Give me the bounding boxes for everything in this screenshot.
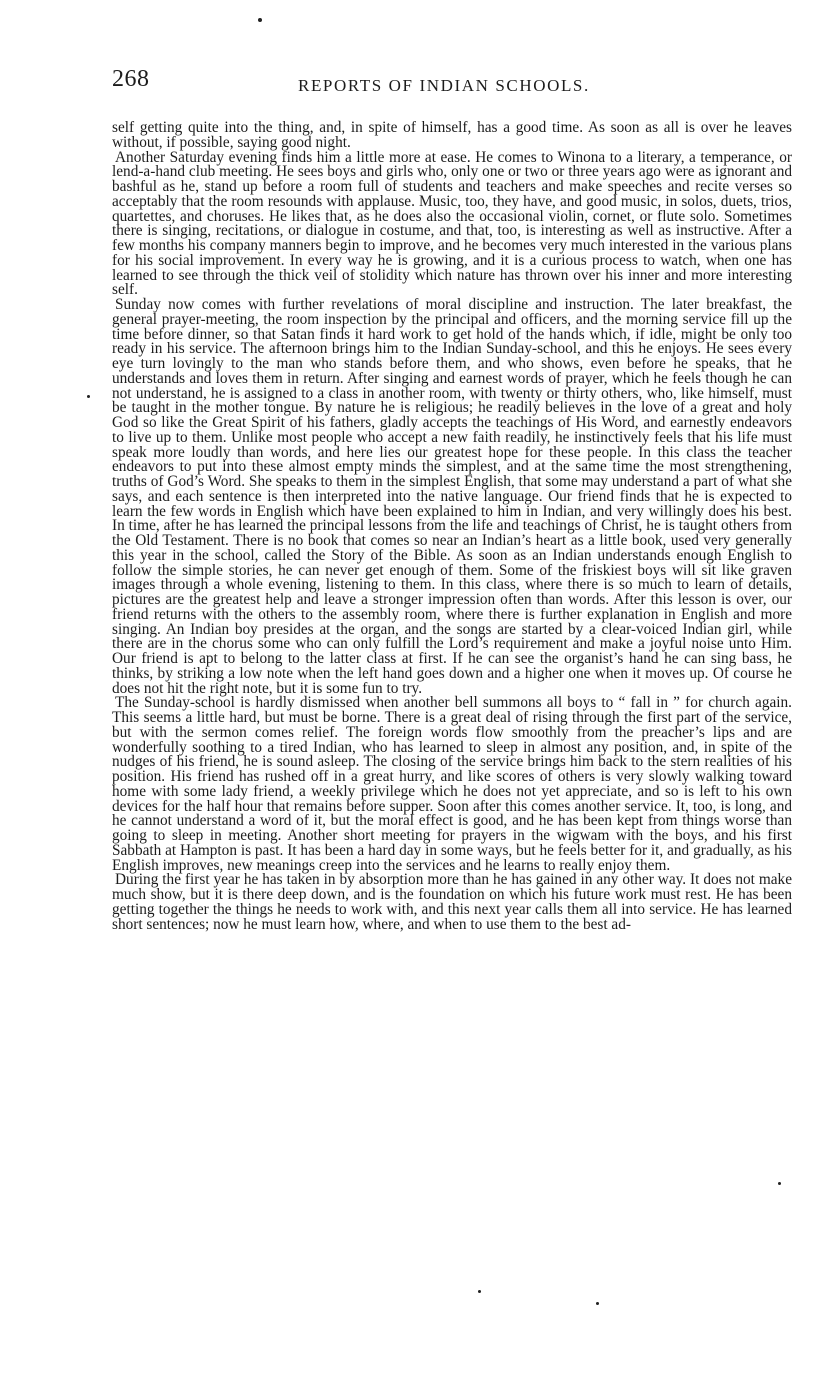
page-header (112, 66, 792, 100)
paragraph: Another Saturday evening finds him a little more at ease. He comes to Winona to a literary, a temperance, or lend-a-hand club meeting. He sees boys and girls who, only one or two or three years ago were as ignorant and bashful as he, stand up before a room full of students and teachers and make speeches and recite verses so acceptably that the room resounds with applause. Music, too, they have, and good music, in solos, duets, trios, quartettes, and choruses. He likes that, as he does also the occasional violin, cornet, or flute solo. Sometimes there is singing, recitations, or dialogue in costume, and that, too, is interesting as well as instructive. After a few months his company manners begin to improve, and he becomes very much interested in the various plans for his social improvement. In every way he is growing, and it is a curious process to watch, when one has learned to see through the thick veil of stolidity which nature has thrown over his inner and more interesting self. (112, 148, 792, 299)
running-head: REPORTS OF INDIAN SCHOOLS. (298, 76, 590, 95)
print-speck (258, 18, 262, 22)
print-speck (778, 1182, 781, 1185)
print-speck (87, 395, 90, 398)
print-speck (596, 1302, 599, 1305)
body-text (112, 121, 792, 932)
paragraph: self getting quite into the thing, and, in spite of himself, has a good time. As soon as all is over he leaves without, if possible, saying good night. (112, 119, 792, 151)
print-speck (478, 1290, 481, 1293)
paragraph: Sunday now comes with further revelations of moral discipline and instruction. The later breakfast, the general prayer-meeting, the room inspection by the principal and officers, and the morning service fill up the time before dinner, so that Satan finds it hard work to get hold of the hands which, if idle, might be only too ready in his service. The afternoon brings him to the Indian Sunday-school, and this he enjoys. He sees every eye turn lovingly to the man who stands before them, and who shows, even before he speaks, that he understands and loves them in return. After singing and earnest words of prayer, which he feels though he can not understand, he is assigned to a class in another room, with twenty or thirty others, who, like himself, must be taught in the mother tongue. By nature he is religious; he readily believes in the love of a great and holy God so like the Great Spirit of his fathers, gladly accepts the teachings of His Word, and earnestly endeavors to live up to them. Unlike most people who accept a new faith readily, he instinctively feels that his life must speak more loudly than words, and here lies our greatest hope for these people. In this class the teacher endeavors to put into these almost empty minds the simplest, and at the same time the most strengthening, truths of God’s Word. She speaks to them in the simplest English, that some may understand a part of what she says, and each sentence is then interpreted into the native language. Our friend finds that he is expected to learn the few words in English which have been explained to him in Indian, and very willingly does his best. In time, after he has learned the principal lessons from the life and teachings of Christ, he is taught others from the Old Testament. There is no book that comes so near an Indian’s heart as a little book, used very generally this year in the school, called the Story of the Bible. As soon as an Indian understands enough English to follow the simple stories, he can never get enough of them. Some of the friskiest boys will sit like graven images through a whole evening, listening to them. In this class, where there is so much to learn of details, pictures are the greatest help and leave a stronger impression often than words. After this lesson is over, our friend returns with the others to the assembly room, where there is further explanation in English and more singing. An Indian boy presides at the organ, and the songs are started by a clear-voiced Indian girl, while there are in the chorus some who can only fulfill the Lord’s requirement and make a joyful noise unto Him. Our friend is apt to belong to the latter class at first. If he can see the organist’s hand he can sing bass, he thinks, by striking a low note when the left hand goes down and a higher one when it moves up. Of course he does not hit the right note, but it is some fun to try. (112, 296, 792, 697)
page-number: 268 (112, 66, 150, 92)
paragraph: During the first year he has taken in by absorption more than he has gained in any other way. It does not make much show, but it is there deep down, and is the foundation on which his future work must rest. He has been getting together the things he needs to work with, and this next year calls them all into service. He has learned short sentences; now he must learn how, where, and when to use them to the best ad- (112, 871, 792, 933)
paragraph: The Sunday-school is hardly dismissed when another bell summons all boys to “ fall in ” for church again. This seems a little hard, but must be borne. There is a great deal of rising through the first part of the service, but with the sermon comes relief. The foreign words flow smoothly from the preacher’s lips and are wonderfully soothing to a tired Indian, who has learned to sleep in almost any position, and, in spite of the nudges of his friend, he is sound asleep. The closing of the service brings him back to the stern realities of his position. His friend has rushed off in a great hurry, and like scores of others is very slowly walking toward home with some lady friend, a weekly privilege which he does not yet appreciate, and so is left to his own devices for the half hour that remains before supper. Soon after this comes another service. It, too, is long, and he cannot understand a word of it, but the moral effect is good, and he has been kept from things worse than going to sleep in meeting. Another short meeting for prayers in the wigwam with the boys, and his first Sabbath at Hampton is past. It has been a hard day in some ways, but he feels better for it, and gradually, as his English improves, new meanings creep into the services and he learns to really enjoy them. (112, 694, 792, 874)
